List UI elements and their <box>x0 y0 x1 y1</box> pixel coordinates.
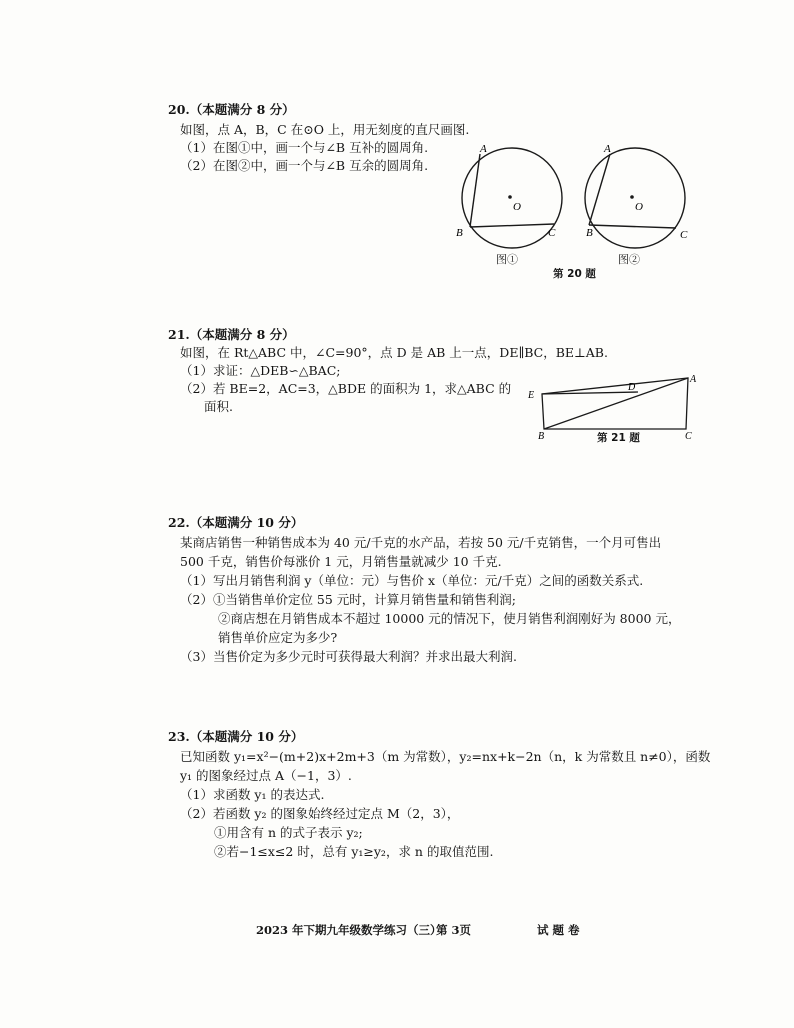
q22-part3: （3）当售价定为多少元时可获得最大利润？并求出最大利润. <box>180 649 517 664</box>
q22-line2: 500 千克，销售价每涨价 1 元，月销售量就减少 10 千克. <box>180 554 502 569</box>
q22-part1: （1）写出月销售利润 y（单位：元）与售价 x（单位：元/千克）之间的函数关系式. <box>180 573 644 588</box>
q21-heading: 21.（本题满分 8 分） <box>168 327 295 342</box>
fig2-label-B: B <box>586 227 593 239</box>
footer-title: 2023 年下期九年级数学练习（三） <box>256 923 442 937</box>
q22-line1: 某商店销售一种销售成本为 40 元/千克的水产品，若按 50 元/千克销售，一个月可售出 <box>180 535 662 550</box>
q21-part1: （1）求证：△DEB∽△BAC; <box>180 363 341 378</box>
q23-part2: （2）若函数 y₂ 的图象始终经过定点 M（2，3）， <box>180 806 460 821</box>
q22-part2c: 销售单价应定为多少? <box>218 630 338 645</box>
q20-heading: 20.（本题满分 8 分） <box>168 102 295 117</box>
q20-intro: 如图，点 A，B，C 在⊙O 上，用无刻度的直尺画图. <box>180 122 470 137</box>
fig21-label-B: B <box>538 431 545 442</box>
q21-caption: 第 21 题 <box>597 432 640 444</box>
q23-line2: y₁ 的图象经过点 A（−1，3）. <box>180 768 352 783</box>
fig21-label-E: E <box>528 390 535 401</box>
q22-heading: 22.（本题满分 10 分） <box>168 515 304 530</box>
fig21-label-D: D <box>628 382 636 393</box>
q21-part2: （2）若 BE=2，AC=3，△BDE 的面积为 1，求△ABC 的 <box>180 381 512 396</box>
q21-intro: 如图，在 Rt△ABC 中，∠C=90°，点 D 是 AB 上一点，DE∥BC，BE⊥AB. <box>180 345 608 360</box>
q22-part2b: ②商店想在月销售成本不超过 10000 元的情况下，使月销售利润刚好为 8000 元， <box>218 611 681 626</box>
q20-caption: 第 20 题 <box>553 268 596 280</box>
footer-label: 试 题 卷 <box>537 923 580 937</box>
q20-figure-2 <box>580 140 700 275</box>
fig1-label-O: O <box>513 201 521 213</box>
q23-heading: 23.（本题满分 10 分） <box>168 729 304 744</box>
fig2-caption: 图② <box>618 253 640 266</box>
fig2-label-O: O <box>635 201 643 213</box>
q23-line1: 已知函数 y₁=x²−(m+2)x+2m+3（m 为常数），y₂=nx+k−2n（n，k 为常数且 n≠0），函数 <box>180 749 711 764</box>
q22-part2a: （2）①当销售单价定位 55 元时，计算月销售量和销售利润; <box>180 592 517 607</box>
q23-part2b: ②若−1≤x≤2 时，总有 y₁≥y₂，求 n 的取值范围. <box>214 844 494 859</box>
fig21-label-C: C <box>685 431 692 442</box>
q20-part2: （2）在图②中，画一个与∠B 互余的圆周角. <box>180 158 429 173</box>
fig2-label-C: C <box>680 229 688 241</box>
fig1-label-C: C <box>548 227 556 239</box>
q23-part2a: ①用含有 n 的式子表示 y₂; <box>214 825 363 840</box>
fig1-label-B: B <box>456 227 463 239</box>
q21-part2-cont: 面积. <box>204 399 233 414</box>
fig21-label-A: A <box>690 374 697 385</box>
footer-page: 第 3页 <box>436 923 472 937</box>
q23-part1: （1）求函数 y₁ 的表达式. <box>180 787 325 802</box>
q20-part1: （1）在图①中，画一个与∠B 互补的圆周角. <box>180 140 429 155</box>
fig1-caption: 图① <box>496 253 518 266</box>
fig1-label-A: A <box>480 143 487 155</box>
fig2-label-A: A <box>604 143 611 155</box>
